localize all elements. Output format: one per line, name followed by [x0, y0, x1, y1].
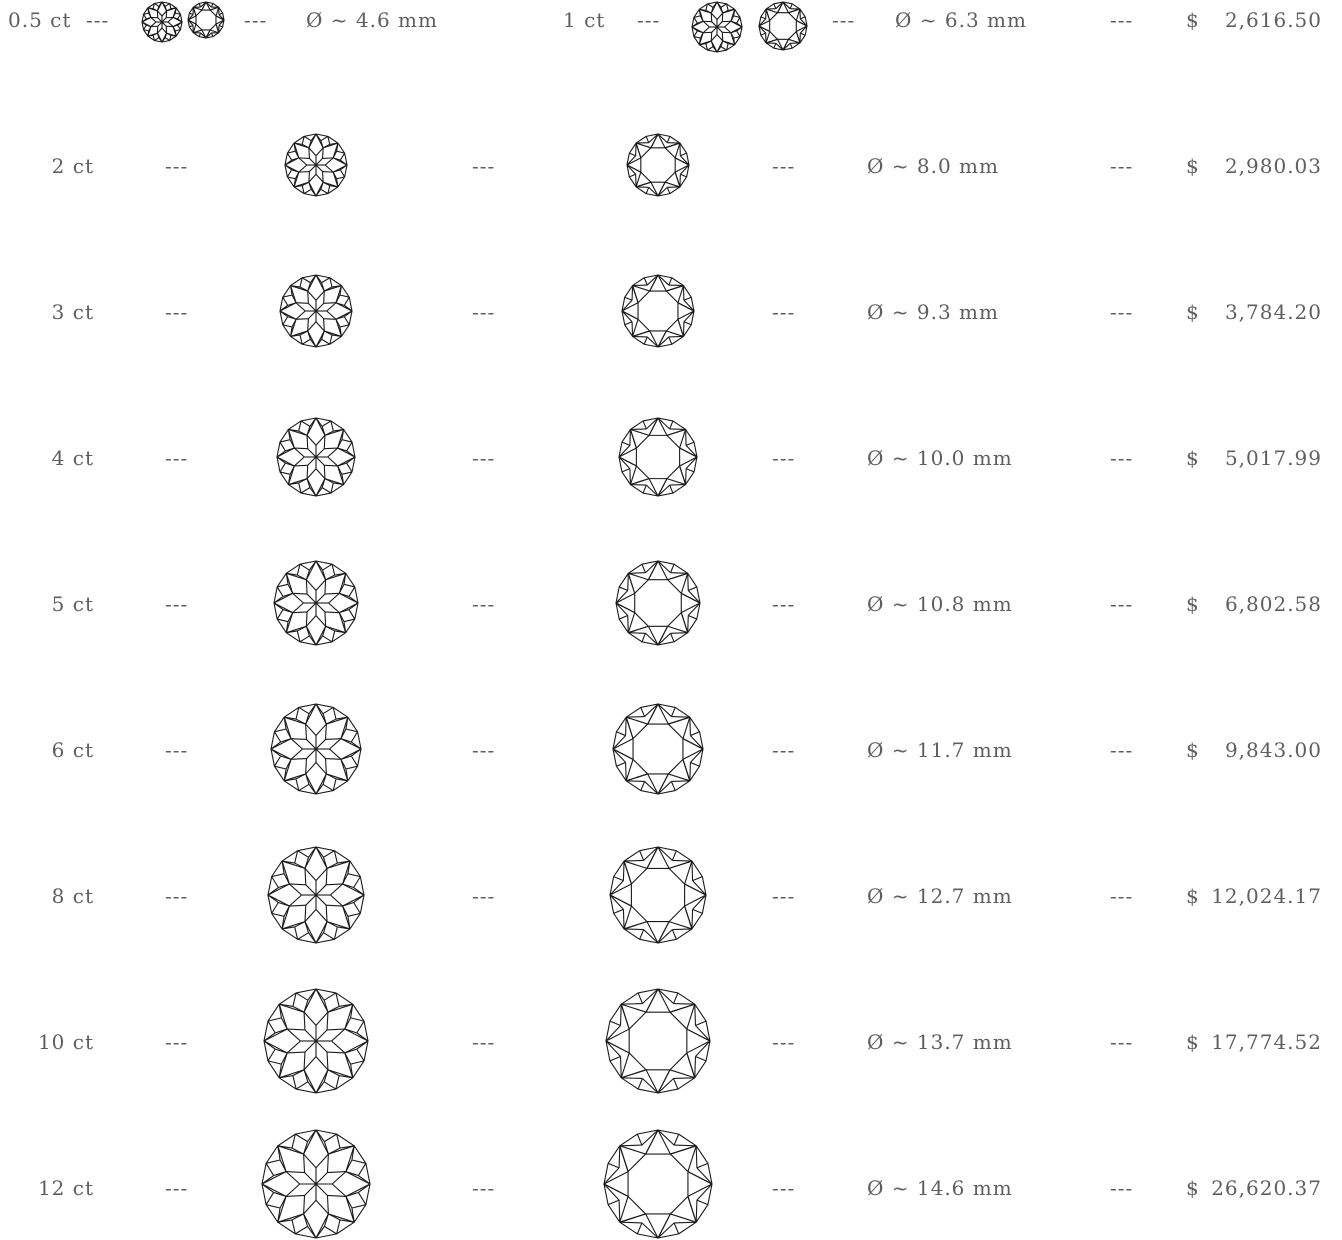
price-1ct: 2,616.50 — [1225, 10, 1322, 30]
price: 12,024.17 — [1211, 886, 1322, 906]
diamond-pavilion-icon — [625, 132, 691, 198]
price: 6,802.58 — [1225, 594, 1322, 614]
separator: --- — [165, 886, 188, 906]
currency-symbol: $ — [1186, 1178, 1200, 1198]
diamond-crown-icon — [283, 132, 349, 198]
diamond-pavilion-icon — [757, 0, 809, 52]
diameter-label: Ø ~ 11.7 mm — [867, 740, 1013, 760]
diameter-label: Ø ~ 13.7 mm — [867, 1032, 1013, 1052]
currency-symbol: $ — [1186, 10, 1200, 30]
separator: --- — [772, 156, 795, 176]
separator: --- — [244, 10, 267, 30]
separator: --- — [772, 740, 795, 760]
separator: --- — [472, 156, 495, 176]
separator: --- — [1110, 156, 1133, 176]
diamond-crown-icon — [260, 1128, 372, 1240]
diamond-pavilion-icon — [608, 845, 708, 945]
separator: --- — [772, 594, 795, 614]
separator: --- — [165, 156, 188, 176]
separator: --- — [472, 1032, 495, 1052]
diameter-label-1ct: Ø ~ 6.3 mm — [895, 10, 1027, 30]
price: 3,784.20 — [1225, 302, 1322, 322]
currency-symbol: $ — [1186, 1032, 1200, 1052]
separator: --- — [1110, 886, 1133, 906]
separator: --- — [472, 886, 495, 906]
price: 2,980.03 — [1225, 156, 1322, 176]
diamond-pavilion-icon — [604, 987, 712, 1095]
diameter-label: Ø ~ 10.8 mm — [867, 594, 1013, 614]
separator: --- — [1110, 302, 1133, 322]
diamond-crown-icon — [262, 987, 370, 1095]
carat-label: 10 ct — [38, 1032, 94, 1052]
diameter-label: Ø ~ 8.0 mm — [867, 156, 999, 176]
separator: --- — [637, 10, 660, 30]
separator: --- — [165, 594, 188, 614]
currency-symbol: $ — [1186, 156, 1200, 176]
carat-label: 8 ct — [52, 886, 94, 906]
currency-symbol: $ — [1186, 594, 1200, 614]
separator: --- — [165, 448, 188, 468]
separator: --- — [772, 1032, 795, 1052]
diamond-pavilion-icon — [617, 416, 699, 498]
diamond-crown-icon — [690, 0, 744, 54]
separator: --- — [772, 1178, 795, 1198]
separator: --- — [165, 740, 188, 760]
carat-label-1ct: 1 ct — [563, 10, 605, 30]
price: 9,843.00 — [1225, 740, 1322, 760]
diamond-pavilion-icon — [614, 559, 702, 647]
price: 5,017.99 — [1225, 448, 1322, 468]
separator: --- — [1110, 594, 1133, 614]
diameter-label-0-5ct: Ø ~ 4.6 mm — [306, 10, 438, 30]
carat-label: 3 ct — [52, 302, 94, 322]
separator: --- — [472, 448, 495, 468]
diamond-crown-icon — [278, 273, 354, 349]
currency-symbol: $ — [1186, 448, 1200, 468]
price: 26,620.37 — [1211, 1178, 1322, 1198]
separator: --- — [86, 10, 109, 30]
diameter-label: Ø ~ 14.6 mm — [867, 1178, 1013, 1198]
separator: --- — [1110, 10, 1133, 30]
currency-symbol: $ — [1186, 886, 1200, 906]
currency-symbol: $ — [1186, 740, 1200, 760]
carat-label: 5 ct — [52, 594, 94, 614]
carat-label-0-5ct: 0.5 ct — [8, 10, 71, 30]
price: 17,774.52 — [1211, 1032, 1322, 1052]
separator: --- — [832, 10, 855, 30]
separator: --- — [165, 302, 188, 322]
diameter-label: Ø ~ 10.0 mm — [867, 448, 1013, 468]
carat-label: 2 ct — [52, 156, 94, 176]
separator: --- — [472, 740, 495, 760]
separator: --- — [472, 1178, 495, 1198]
diamond-pavilion-icon — [611, 702, 705, 796]
carat-label: 6 ct — [52, 740, 94, 760]
separator: --- — [165, 1178, 188, 1198]
currency-symbol: $ — [1186, 302, 1200, 322]
separator: --- — [772, 448, 795, 468]
diamond-pavilion-icon — [602, 1128, 714, 1240]
separator: --- — [1110, 1178, 1133, 1198]
carat-label: 12 ct — [38, 1178, 94, 1198]
diamond-crown-icon — [269, 702, 363, 796]
separator: --- — [472, 302, 495, 322]
separator: --- — [772, 886, 795, 906]
diamond-crown-icon — [140, 0, 184, 44]
diamond-pavilion-icon — [620, 273, 696, 349]
diamond-crown-icon — [266, 845, 366, 945]
separator: --- — [165, 1032, 188, 1052]
diamond-crown-icon — [275, 416, 357, 498]
separator: --- — [1110, 740, 1133, 760]
separator: --- — [1110, 448, 1133, 468]
carat-label: 4 ct — [52, 448, 94, 468]
diamond-crown-icon — [272, 559, 360, 647]
diamond-pavilion-icon — [186, 0, 226, 40]
separator: --- — [772, 302, 795, 322]
diameter-label: Ø ~ 9.3 mm — [867, 302, 999, 322]
diameter-label: Ø ~ 12.7 mm — [867, 886, 1013, 906]
separator: --- — [472, 594, 495, 614]
separator: --- — [1110, 1032, 1133, 1052]
